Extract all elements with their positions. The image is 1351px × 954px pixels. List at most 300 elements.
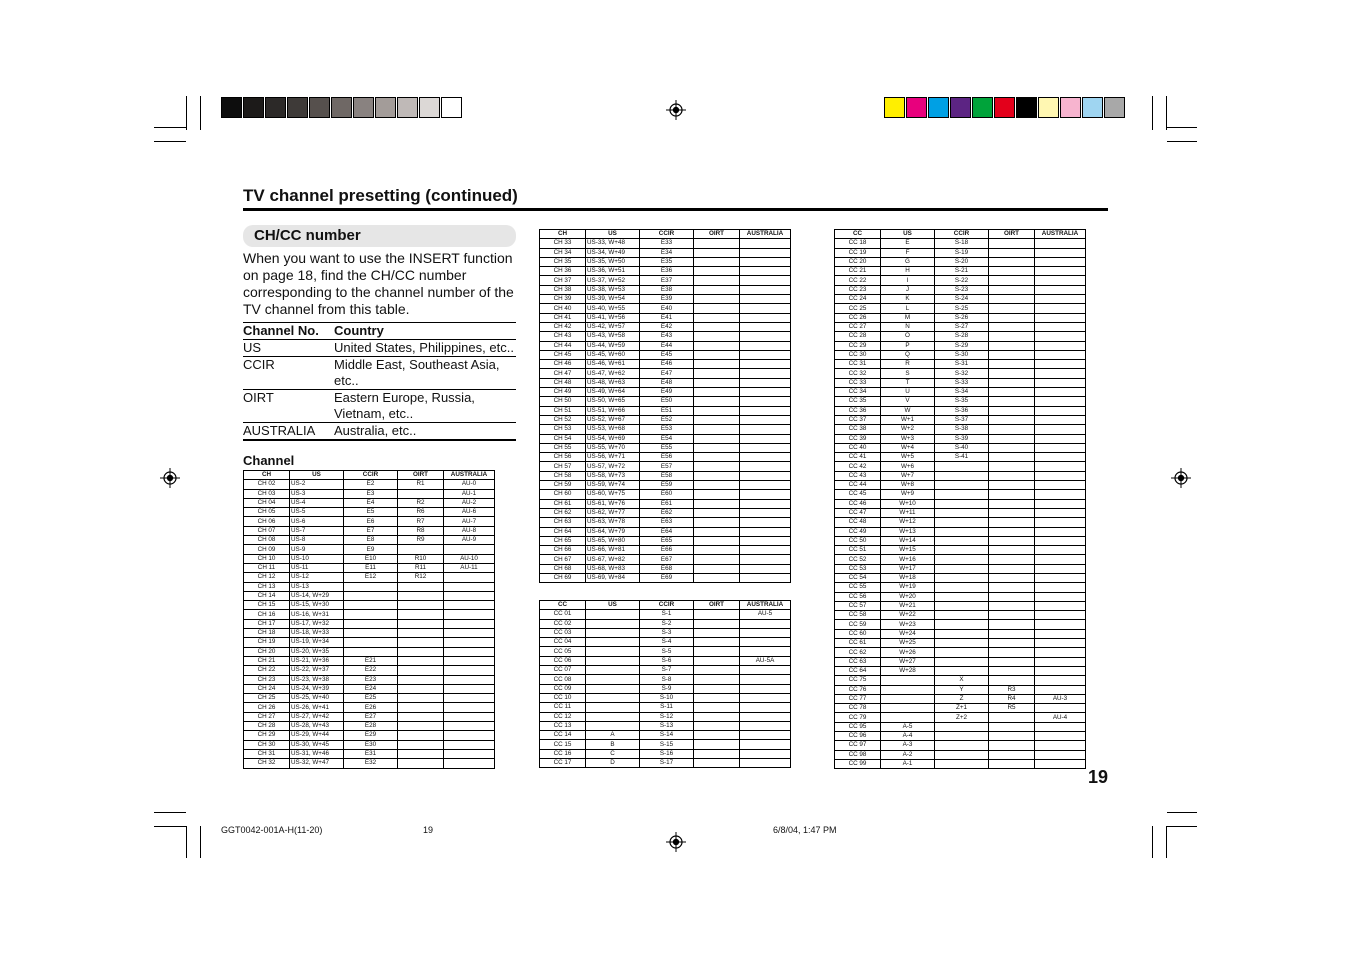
table-row: [540, 555, 791, 564]
table-cell: CH 63: [540, 518, 586, 527]
table-cell: CH 30: [244, 740, 290, 749]
table-cell: [398, 694, 444, 703]
table-cell: G: [881, 257, 935, 266]
table-cell: CC 40: [835, 443, 881, 452]
table-cell: A-1: [881, 759, 935, 768]
table-cell: CC 35: [835, 397, 881, 406]
table-cell: [935, 759, 989, 768]
table-cell: C: [586, 749, 640, 758]
table-cell: [398, 582, 444, 591]
table-cell: S-6: [640, 656, 694, 665]
table-cell: [989, 369, 1035, 378]
table-cell: [1035, 481, 1086, 490]
table-cell: [1035, 360, 1086, 369]
table-cell: A-2: [881, 750, 935, 759]
table-cell: R2: [398, 498, 444, 507]
table-cell: [740, 481, 791, 490]
table-cell: [444, 731, 495, 740]
table-cell: US-25, W+40: [290, 694, 344, 703]
table-cell: US-17, W+32: [290, 619, 344, 628]
table-cell: [694, 434, 740, 443]
table-cell: US-45, W+60: [586, 350, 640, 359]
table-cell: E60: [640, 490, 694, 499]
table-cell: S-32: [935, 369, 989, 378]
table-cell: CC 76: [835, 685, 881, 694]
table-cell: [935, 611, 989, 620]
table-cell: [935, 564, 989, 573]
table-cell: W+4: [881, 443, 935, 452]
table-cell: [740, 443, 791, 452]
registration-mark-icon: [1171, 468, 1191, 488]
gray-swatch: [375, 97, 396, 118]
table-cell: US-3: [290, 489, 344, 498]
table-cell: US-6: [290, 517, 344, 526]
table-row: [540, 322, 791, 331]
table-cell: R12: [398, 573, 444, 582]
table-cell: CC 58: [835, 611, 881, 620]
table-cell: US-32, W+47: [290, 759, 344, 768]
column-header: CH: [540, 230, 586, 239]
table-cell: US-50, W+65: [586, 397, 640, 406]
table-cell: [1035, 248, 1086, 257]
table-cell: E22: [344, 666, 398, 675]
table-cell: S-38: [935, 425, 989, 434]
table-row: [244, 712, 495, 721]
table-cell: US-64, W+79: [586, 527, 640, 536]
table-cell: CH 61: [540, 499, 586, 508]
table-cell: [989, 425, 1035, 434]
table-cell: [989, 471, 1035, 480]
table-cell: [1035, 415, 1086, 424]
table-cell: [989, 666, 1035, 675]
table-cell: US-47, W+62: [586, 369, 640, 378]
table-cell: [989, 481, 1035, 490]
table-cell: [989, 499, 1035, 508]
table-cell: [694, 693, 740, 702]
table-row: [835, 573, 1086, 582]
table-cell: CC 42: [835, 462, 881, 471]
table-cell: E11: [344, 563, 398, 572]
table-cell: [344, 619, 398, 628]
table-cell: S-1: [640, 610, 694, 619]
table-cell: W+23: [881, 620, 935, 629]
table-cell: CH 25: [244, 694, 290, 703]
table-cell: [935, 666, 989, 675]
table-cell: [881, 694, 935, 703]
table-cell: [989, 750, 1035, 759]
table-row: [835, 759, 1086, 768]
table-row: [835, 499, 1086, 508]
table-cell: US-69, W+84: [586, 573, 640, 582]
table-cell: [1035, 666, 1086, 675]
table-cell: W+26: [881, 648, 935, 657]
system-name: US: [243, 340, 262, 355]
table-cell: [398, 675, 444, 684]
table-cell: CC 20: [835, 257, 881, 266]
table-cell: W+6: [881, 462, 935, 471]
table-cell: CC 23: [835, 285, 881, 294]
table-row: [835, 267, 1086, 276]
table-cell: CC 41: [835, 453, 881, 462]
table-cell: [1035, 527, 1086, 536]
table-cell: [398, 610, 444, 619]
gray-swatch: [397, 97, 418, 118]
table-cell: US-35, W+50: [586, 257, 640, 266]
table-cell: [740, 647, 791, 656]
table-cell: [398, 703, 444, 712]
table-cell: US-65, W+80: [586, 536, 640, 545]
table-row: [244, 666, 495, 675]
table-cell: S: [881, 369, 935, 378]
table-cell: CC 44: [835, 481, 881, 490]
color-swatch: [1082, 97, 1103, 118]
table-cell: E43: [640, 332, 694, 341]
table-row: [244, 656, 495, 665]
table-cell: [740, 619, 791, 628]
table-row: [540, 434, 791, 443]
table-cell: [444, 675, 495, 684]
table-cell: [444, 610, 495, 619]
table-cell: CC 49: [835, 527, 881, 536]
table-cell: E: [881, 239, 935, 248]
table-row: [540, 443, 791, 452]
table-cell: US-54, W+69: [586, 434, 640, 443]
table-cell: CC 26: [835, 313, 881, 322]
table-cell: CC 46: [835, 499, 881, 508]
color-swatch: [928, 97, 949, 118]
table-cell: [1035, 648, 1086, 657]
table-cell: US-46, W+61: [586, 360, 640, 369]
table-cell: [989, 276, 1035, 285]
table-cell: CC 47: [835, 508, 881, 517]
table-cell: [1035, 378, 1086, 387]
table-row: [540, 332, 791, 341]
table-cell: [740, 462, 791, 471]
table-cell: CC 21: [835, 267, 881, 276]
table-cell: CH 22: [244, 666, 290, 675]
table-cell: [740, 397, 791, 406]
table-cell: [694, 721, 740, 730]
table-cell: [989, 564, 1035, 573]
table-cell: [398, 759, 444, 768]
table-cell: [444, 722, 495, 731]
channel-table-ch02-32: [243, 470, 495, 769]
table-cell: S-25: [935, 304, 989, 313]
table-cell: [586, 638, 640, 647]
table-cell: [398, 684, 444, 693]
table-cell: CH 62: [540, 508, 586, 517]
section-heading-pill: [243, 225, 516, 247]
table-cell: [989, 322, 1035, 331]
table-row: [835, 685, 1086, 694]
table-cell: E25: [344, 694, 398, 703]
column-header: US: [881, 230, 935, 239]
table-cell: [586, 610, 640, 619]
table-cell: [740, 721, 791, 730]
table-cell: E69: [640, 573, 694, 582]
table-cell: [1035, 397, 1086, 406]
table-cell: E51: [640, 406, 694, 415]
column-header: US: [586, 601, 640, 610]
color-swatch: [1060, 97, 1081, 118]
table-cell: S-41: [935, 453, 989, 462]
table-cell: W+21: [881, 601, 935, 610]
table-cell: [989, 583, 1035, 592]
table-cell: [1035, 239, 1086, 248]
table-cell: S-12: [640, 712, 694, 721]
table-cell: CC 30: [835, 350, 881, 359]
table-cell: E38: [640, 285, 694, 294]
table-cell: CC 98: [835, 750, 881, 759]
table-cell: [989, 239, 1035, 248]
table-cell: [1035, 639, 1086, 648]
table-cell: [740, 471, 791, 480]
table-cell: E59: [640, 481, 694, 490]
table-cell: [740, 684, 791, 693]
table-cell: [694, 740, 740, 749]
table-cell: [881, 713, 935, 722]
table-cell: [694, 471, 740, 480]
table-cell: US-16, W+31: [290, 610, 344, 619]
table-cell: CC 50: [835, 536, 881, 545]
table-cell: [740, 248, 791, 257]
table-row: [835, 601, 1086, 610]
gray-swatch: [331, 97, 352, 118]
table-cell: [935, 555, 989, 564]
table-cell: [694, 406, 740, 415]
table-cell: [694, 536, 740, 545]
table-cell: [740, 675, 791, 684]
country-table-header: [243, 323, 516, 340]
table-cell: E61: [640, 499, 694, 508]
table-cell: US-40, W+55: [586, 304, 640, 313]
table-cell: [444, 647, 495, 656]
country-row: [243, 423, 516, 441]
table-cell: [935, 657, 989, 666]
table-cell: CC 01: [540, 610, 586, 619]
table-cell: E12: [344, 573, 398, 582]
table-cell: E3: [344, 489, 398, 498]
table-cell: E31: [344, 749, 398, 758]
table-cell: E67: [640, 555, 694, 564]
table-cell: CH 64: [540, 527, 586, 536]
table-cell: [989, 378, 1035, 387]
table-cell: E57: [640, 462, 694, 471]
table-row: [540, 267, 791, 276]
table-row: [540, 573, 791, 582]
channel-table-cc01-17: [539, 600, 791, 768]
table-cell: E9: [344, 545, 398, 554]
channel-table-ch33-69: [539, 229, 791, 583]
table-cell: [989, 406, 1035, 415]
table-cell: [1035, 508, 1086, 517]
registration-mark-icon: [666, 832, 686, 852]
table-cell: [694, 499, 740, 508]
table-cell: US-34, W+49: [586, 248, 640, 257]
table-cell: [694, 546, 740, 555]
table-row: [244, 638, 495, 647]
table-cell: [740, 453, 791, 462]
table-cell: US-7: [290, 526, 344, 535]
country-row: [243, 340, 516, 357]
table-cell: E46: [640, 360, 694, 369]
table-cell: [1035, 601, 1086, 610]
table-cell: [694, 295, 740, 304]
table-cell: CC 04: [540, 638, 586, 647]
table-cell: [694, 453, 740, 462]
table-cell: CC 52: [835, 555, 881, 564]
table-cell: [935, 648, 989, 657]
table-cell: CH 04: [244, 498, 290, 507]
table-cell: US-20, W+35: [290, 647, 344, 656]
table-cell: W+20: [881, 592, 935, 601]
table-row: [540, 638, 791, 647]
table-cell: S-39: [935, 434, 989, 443]
table-cell: CC 60: [835, 629, 881, 638]
table-row: [835, 657, 1086, 666]
table-cell: E48: [640, 378, 694, 387]
header-country: Country: [334, 323, 384, 338]
table-cell: [1035, 332, 1086, 341]
table-cell: US-14, W+29: [290, 591, 344, 600]
table-row: [835, 592, 1086, 601]
table-cell: CC 75: [835, 676, 881, 685]
table-cell: [694, 360, 740, 369]
table-cell: [398, 489, 444, 498]
system-countries: Australia, etc..: [334, 423, 417, 438]
table-cell: [444, 619, 495, 628]
table-cell: AU-1: [444, 489, 495, 498]
table-cell: [989, 453, 1035, 462]
table-cell: CC 10: [540, 693, 586, 702]
table-cell: W+17: [881, 564, 935, 573]
table-cell: R5: [989, 704, 1035, 713]
table-cell: Z+1: [935, 704, 989, 713]
table-cell: [694, 248, 740, 257]
table-cell: [344, 647, 398, 656]
table-row: [540, 350, 791, 359]
table-cell: S-3: [640, 628, 694, 637]
table-cell: [935, 722, 989, 731]
table-cell: [740, 332, 791, 341]
table-cell: [444, 601, 495, 610]
table-cell: [1035, 276, 1086, 285]
table-cell: US-22, W+37: [290, 666, 344, 675]
table-cell: CH 47: [540, 369, 586, 378]
table-cell: E64: [640, 527, 694, 536]
table-cell: [935, 620, 989, 629]
table-cell: [740, 490, 791, 499]
table-cell: CC 12: [540, 712, 586, 721]
table-cell: [1035, 443, 1086, 452]
table-cell: CH 34: [540, 248, 586, 257]
table-cell: US-8: [290, 536, 344, 545]
table-cell: A-3: [881, 741, 935, 750]
table-cell: E62: [640, 508, 694, 517]
table-cell: W+19: [881, 583, 935, 592]
table-cell: R8: [398, 526, 444, 535]
table-cell: [989, 676, 1035, 685]
table-row: [835, 611, 1086, 620]
table-row: [540, 564, 791, 573]
table-cell: E7: [344, 526, 398, 535]
table-cell: [1035, 285, 1086, 294]
intro-paragraph: When you want to use the INSERT function on page 18, find the CH/CC number corresponding to the channel number of the TV channel from this table.: [243, 250, 514, 317]
table-cell: E50: [640, 397, 694, 406]
table-cell: X: [935, 676, 989, 685]
table-row: [835, 508, 1086, 517]
table-row: [835, 295, 1086, 304]
table-cell: [740, 239, 791, 248]
table-cell: M: [881, 313, 935, 322]
table-cell: S-20: [935, 257, 989, 266]
column-header: CCIR: [640, 230, 694, 239]
table-cell: CH 36: [540, 267, 586, 276]
table-cell: [398, 740, 444, 749]
column-header: AUSTRALIA: [740, 230, 791, 239]
table-cell: [694, 267, 740, 276]
table-cell: CH 35: [540, 257, 586, 266]
table-row: [540, 610, 791, 619]
table-cell: CH 24: [244, 684, 290, 693]
table-cell: US-51, W+66: [586, 406, 640, 415]
table-cell: CC 43: [835, 471, 881, 480]
system-countries: Middle East, Southeast Asia, etc..: [334, 357, 500, 388]
table-cell: CC 03: [540, 628, 586, 637]
table-cell: E34: [640, 248, 694, 257]
table-row: [540, 518, 791, 527]
table-cell: CC 18: [835, 239, 881, 248]
table-cell: [586, 628, 640, 637]
table-cell: W+14: [881, 536, 935, 545]
table-cell: AU-2: [444, 498, 495, 507]
column-header: US: [586, 230, 640, 239]
table-cell: E42: [640, 322, 694, 331]
country-row: [243, 390, 516, 423]
table-row: [835, 676, 1086, 685]
table-cell: [740, 536, 791, 545]
table-cell: CH 39: [540, 295, 586, 304]
column-header: CC: [540, 601, 586, 610]
table-cell: [1035, 741, 1086, 750]
table-row: [244, 629, 495, 638]
table-cell: [935, 499, 989, 508]
table-cell: [1035, 341, 1086, 350]
footer-page: 19: [423, 825, 434, 835]
table-cell: CH 69: [540, 573, 586, 582]
table-cell: [694, 378, 740, 387]
table-cell: US-28, W+43: [290, 722, 344, 731]
table-row: [540, 360, 791, 369]
table-cell: E36: [640, 267, 694, 276]
table-cell: [586, 675, 640, 684]
table-cell: CH 09: [244, 545, 290, 554]
table-cell: [586, 712, 640, 721]
table-cell: [694, 527, 740, 536]
table-cell: E40: [640, 304, 694, 313]
table-cell: [694, 443, 740, 452]
table-cell: AU-5A: [740, 656, 791, 665]
table-cell: E2: [344, 480, 398, 489]
column-header: CH: [244, 471, 290, 480]
country-row: [243, 357, 516, 390]
table-cell: US-38, W+53: [586, 285, 640, 294]
table-row: [244, 731, 495, 740]
table-cell: CC 13: [540, 721, 586, 730]
table-cell: [694, 462, 740, 471]
table-cell: S-30: [935, 350, 989, 359]
table-cell: US-23, W+38: [290, 675, 344, 684]
